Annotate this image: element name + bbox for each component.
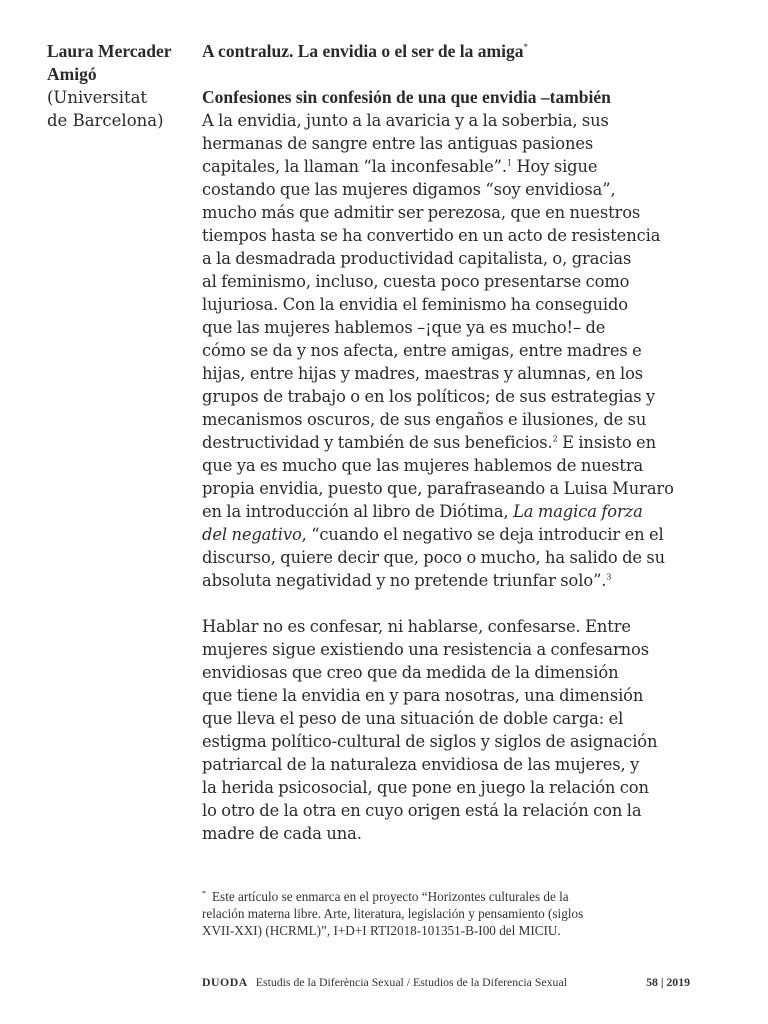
text-line: costando que las mujeres digamos “soy envidiosa”, — [202, 180, 616, 199]
text-segment: , “cuando el negativo se deja introducir en el — [301, 525, 664, 544]
footnote-ref-1: 1 — [506, 158, 512, 168]
paragraph-spacer — [202, 592, 692, 615]
text-line: Hablar no es confesar, ni hablarse, confesarse. Entre — [202, 617, 631, 636]
footnote-ref-3: 3 — [606, 572, 612, 582]
text-line: estigma político-cultural de siglos y siglos de asignación — [202, 732, 658, 751]
book-title-italic: La magica forza — [513, 502, 643, 521]
page-footer — [202, 975, 690, 990]
paragraph-1 — [202, 109, 692, 592]
footnote-ref-2: 2 — [552, 434, 558, 444]
footnote-text: Este artículo se enmarca en el proyecto “Horizontes culturales de la — [212, 889, 569, 904]
journal-name: DUODA — [202, 975, 248, 989]
text-segment: destructividad y también de sus beneficios. — [202, 433, 553, 452]
text-segment: Hoy sigue — [511, 157, 598, 176]
footer-journal-info — [202, 975, 567, 990]
text-segment: absoluta negatividad y no pretende triunfar solo”. — [202, 571, 607, 590]
author-name-line1: Laura Mercader — [47, 41, 172, 61]
text-line: grupos de trabajo o en los políticos; de sus estrategias y — [202, 387, 656, 406]
text-segment: capitales, la llaman “la inconfesable”. — [202, 157, 507, 176]
journal-subtitle: Estudis de la Diferència Sexual / Estudios de la Diferencia Sexual — [255, 975, 567, 989]
text-line: madre de cada una. — [202, 824, 362, 843]
text-line: envidiosas que creo que da medida de la dimensión — [202, 663, 619, 682]
author-affiliation-line1: (Universitat — [47, 88, 148, 107]
text-line: que ya es mucho que las mujeres hablemos de nuestra — [202, 456, 644, 475]
text-line: que las mujeres hablemos –¡que ya es mucho!– de — [202, 318, 606, 337]
book-title-italic: del negativo — [202, 525, 302, 544]
text-line: tiempos hasta se ha convertido en un acto de resistencia — [202, 226, 661, 245]
footnote — [202, 888, 692, 939]
text-line: la herida psicosocial, que pone en juego la relación con — [202, 778, 649, 797]
text-line: que tiene la envidia en y para nosotras, una dimensión — [202, 686, 644, 705]
article-title — [202, 40, 692, 63]
text-line: A la envidia, junto a la avaricia y a la soberbia, sus — [202, 111, 609, 130]
text-line: hijas, entre hijas y madres, maestras y alumnas, en los — [202, 364, 644, 383]
footnote-line: relación materna libre. Arte, literatura, legislación y pensamiento (siglos — [202, 906, 584, 921]
text-line: hermanas de sangre entre las antiguas pasiones — [202, 134, 594, 153]
text-line: mujeres sigue existiendo una resistencia a confesarnos — [202, 640, 649, 659]
text-line: cómo se da y nos afecta, entre amigas, entre madres e — [202, 341, 642, 360]
author-affiliation-line2: de Barcelona) — [47, 111, 164, 130]
text-line: lo otro de la otra en cuyo origen está la relación con la — [202, 801, 642, 820]
section-heading: Confesiones sin confesión de una que envidia –también — [202, 87, 611, 107]
text-line: mecanismos oscuros, de sus engaños e ilusiones, de su — [202, 410, 647, 429]
text-line: que lleva el peso de una situación de doble carga: el — [202, 709, 624, 728]
page-number: 58 | 2019 — [646, 975, 690, 989]
text-line: propia envidia, puesto que, parafraseando a Luisa Muraro — [202, 479, 674, 498]
text-line: lujuriosa. Con la envidia el feminismo ha conseguido — [202, 295, 628, 314]
text-line — [202, 523, 692, 546]
text-line — [202, 569, 692, 592]
title-footnote-mark: * — [523, 42, 528, 53]
article-title-text: A contraluz. La envidia o el ser de la amiga — [202, 41, 524, 61]
text-line: mucho más que admitir ser perezosa, que en nuestros — [202, 203, 641, 222]
text-line — [202, 431, 692, 454]
text-line: patriarcal de la naturaleza envidiosa de las mujeres, y — [202, 755, 640, 774]
footnote-line: XVII-XXI) (HCRML)”, I+D+I RTI2018-101351-B-I00 del MICIU. — [202, 923, 561, 938]
paragraph-2 — [202, 615, 692, 845]
text-line: al feminismo, incluso, cuesta poco presentarse como — [202, 272, 630, 291]
author-name-line2: Amigó — [47, 64, 97, 84]
text-line: discurso, quiere decir que, poco o mucho, ha salido de su — [202, 548, 666, 567]
article-body — [202, 40, 692, 845]
footnote-mark: * — [202, 888, 206, 898]
text-line — [202, 500, 692, 523]
text-line — [202, 155, 692, 178]
author-block — [47, 40, 197, 132]
text-segment: E insisto en — [557, 433, 656, 452]
text-segment: en la introducción al libro de Diótima, — [202, 502, 514, 521]
text-line: a la desmadrada productividad capitalista, o, gracias — [202, 249, 632, 268]
footnote-line — [202, 888, 692, 905]
